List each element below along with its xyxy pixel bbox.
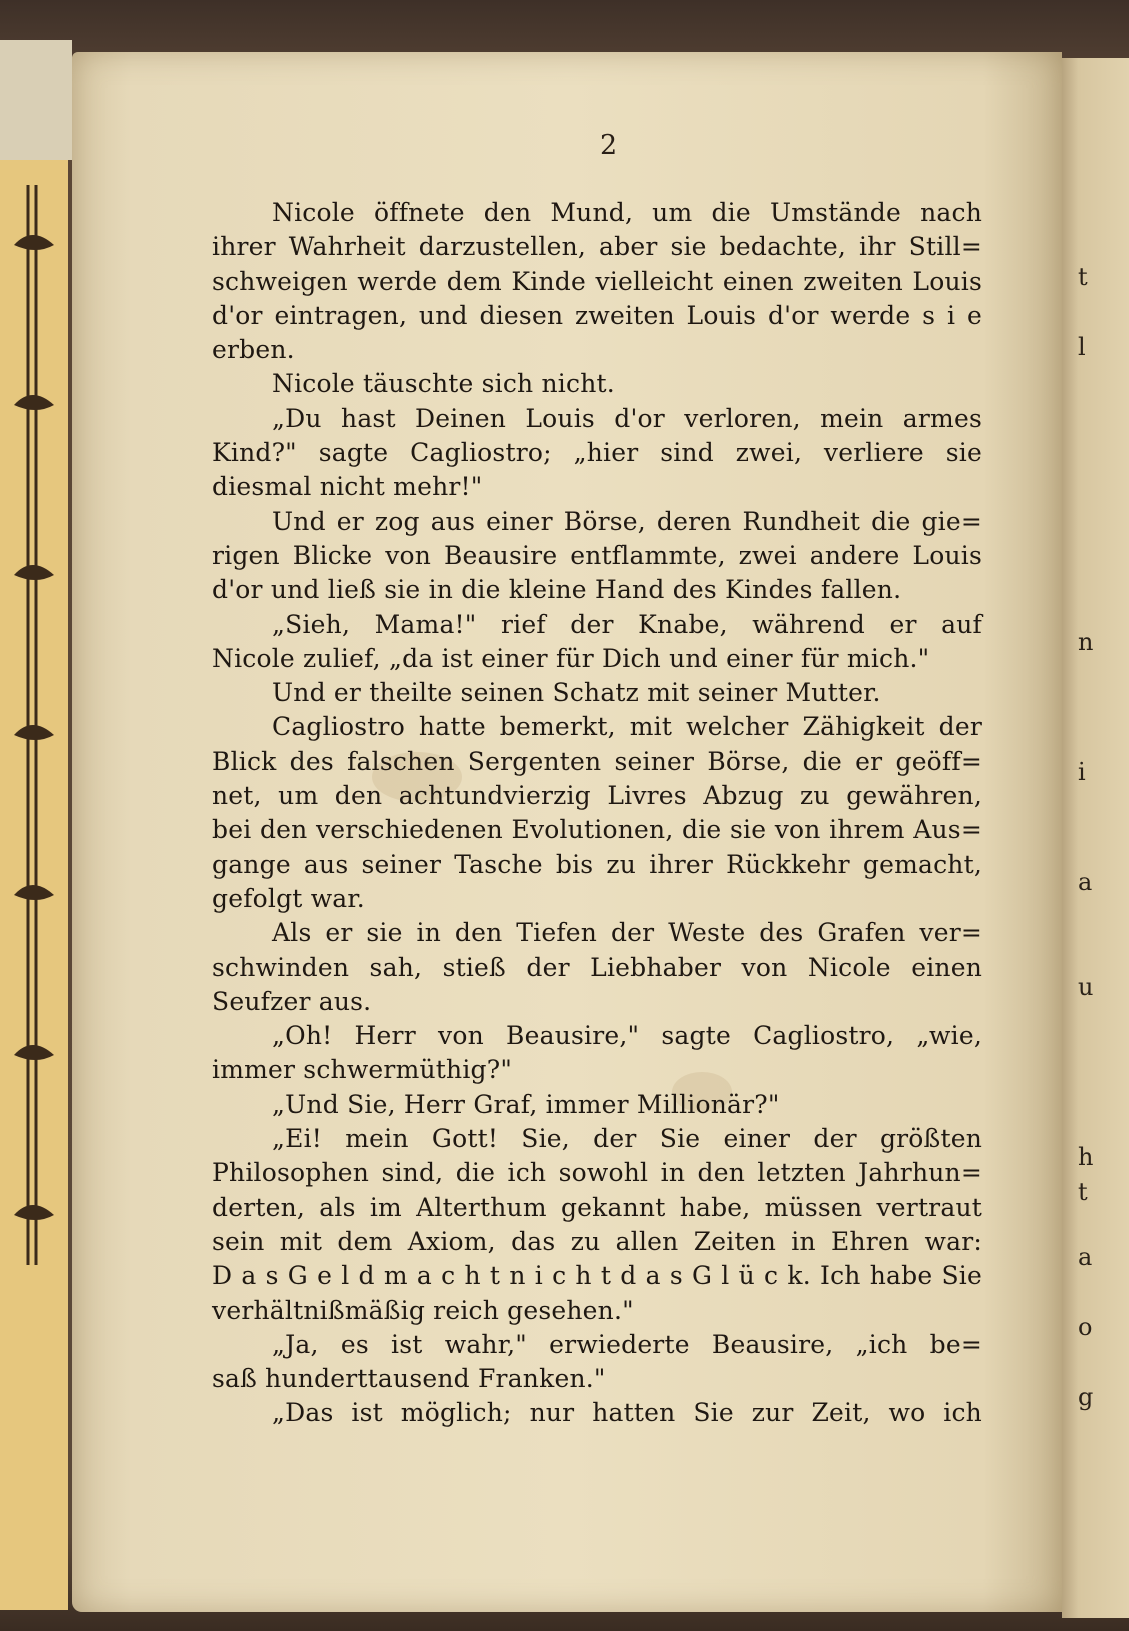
next-page-fragment: h (1078, 1143, 1094, 1171)
text-line: schweigen werde dem Kinde vielleicht einen zweiten Louis (212, 266, 982, 296)
text-line: Nicole täuschte sich nicht. (272, 369, 615, 399)
page-text (212, 196, 982, 1431)
text-line: gefolgt war. (212, 883, 365, 913)
next-page-fragment: a (1078, 868, 1093, 896)
text-line: „Das ist möglich; nur hatten Sie zur Zeit, wo ich (272, 1398, 982, 1428)
text-line: „Oh! Herr von Beausire," sagte Cagliostro, „wie, (272, 1021, 982, 1051)
next-page-fragment: n (1078, 628, 1094, 656)
text-line: „Sieh, Mama!" rief der Knabe, während er auf (272, 609, 982, 639)
text-line: Als er sie in den Tiefen der Weste des Grafen ver= (272, 918, 982, 948)
text-line: saß hunderttausend Franken." (212, 1364, 606, 1394)
next-page-fragment: t (1078, 1178, 1088, 1206)
text-line: sein mit dem Axiom, das zu allen Zeiten in Ehren war: (212, 1226, 982, 1256)
text-line: immer schwermüthig?" (212, 1055, 513, 1085)
text-line: diesmal nicht mehr!" (212, 472, 483, 502)
left-endpaper-edge (0, 40, 72, 160)
text-line: Cagliostro hatte bemerkt, mit welcher Zähigkeit der (272, 712, 982, 742)
text-line: erben. (212, 335, 295, 365)
ornamental-border (6, 175, 62, 1285)
text-line: Kind?" sagte Cagliostro; „hier sind zwei, verliere sie (212, 438, 982, 468)
text-line: Nicole zulief, „da ist einer für Dich und einer für mich." (212, 643, 930, 673)
text-line: „Und Sie, Herr Graf, immer Millionär?" (272, 1089, 780, 1119)
next-page-fragment: i (1078, 758, 1086, 786)
text-line: gange aus seiner Tasche bis zu ihrer Rückkehr gemacht, (212, 849, 982, 879)
text-line: rigen Blicke von Beausire entflammte, zwei andere Louis (212, 540, 982, 570)
text-line: d'or und ließ sie in die kleine Hand des Kindes fallen. (212, 575, 902, 605)
next-page-fragment: g (1078, 1383, 1094, 1411)
text-line: Blick des falschen Sergenten seiner Börse, die er geöff= (212, 746, 982, 776)
text-line: verhältnißmäßig reich gesehen." (212, 1295, 634, 1325)
next-page-fragment: u (1078, 973, 1094, 1001)
text-line: Philosophen sind, die ich sowohl in den letzten Jahrhun= (212, 1158, 982, 1188)
text-line: bei den verschiedenen Evolutionen, die sie von ihrem Aus= (212, 815, 982, 845)
text-line: net, um den achtundvierzig Livres Abzug zu gewähren, (212, 781, 982, 811)
text-line: „Ei! mein Gott! Sie, der Sie einer der größten (272, 1124, 982, 1154)
page-number: 2 (600, 130, 618, 161)
text-line: Seufzer aus. (212, 986, 372, 1016)
text-line: „Ja, es ist wahr," erwiederte Beausire, „ich be= (272, 1329, 982, 1359)
text-line: D a s G e l d m a c h t n i c h t d a s G l ü c k. Ich habe Sie (212, 1261, 982, 1291)
text-line: Und er theilte seinen Schatz mit seiner Mutter. (272, 678, 881, 708)
text-line: schwinden sah, stieß der Liebhaber von Nicole einen (212, 952, 982, 982)
next-page-fragment: a (1078, 1243, 1093, 1271)
next-page-edge (1062, 58, 1129, 1618)
text-line: ihrer Wahrheit darzustellen, aber sie bedachte, ihr Still= (212, 232, 982, 262)
text-line: Und er zog aus einer Börse, deren Rundheit die gie= (272, 506, 982, 536)
text-line: derten, als im Alterthum gekannt habe, müssen vertraut (212, 1192, 982, 1222)
next-page-fragment: t (1078, 263, 1088, 291)
text-line: „Du hast Deinen Louis d'or verloren, mein armes (272, 403, 982, 433)
next-page-fragment: l (1078, 333, 1086, 361)
next-page-fragment: o (1078, 1313, 1093, 1341)
text-line: d'or eintragen, und diesen zweiten Louis d'or werde s i e (212, 300, 982, 330)
text-line: Nicole öffnete den Mund, um die Umstände nach (272, 198, 982, 227)
